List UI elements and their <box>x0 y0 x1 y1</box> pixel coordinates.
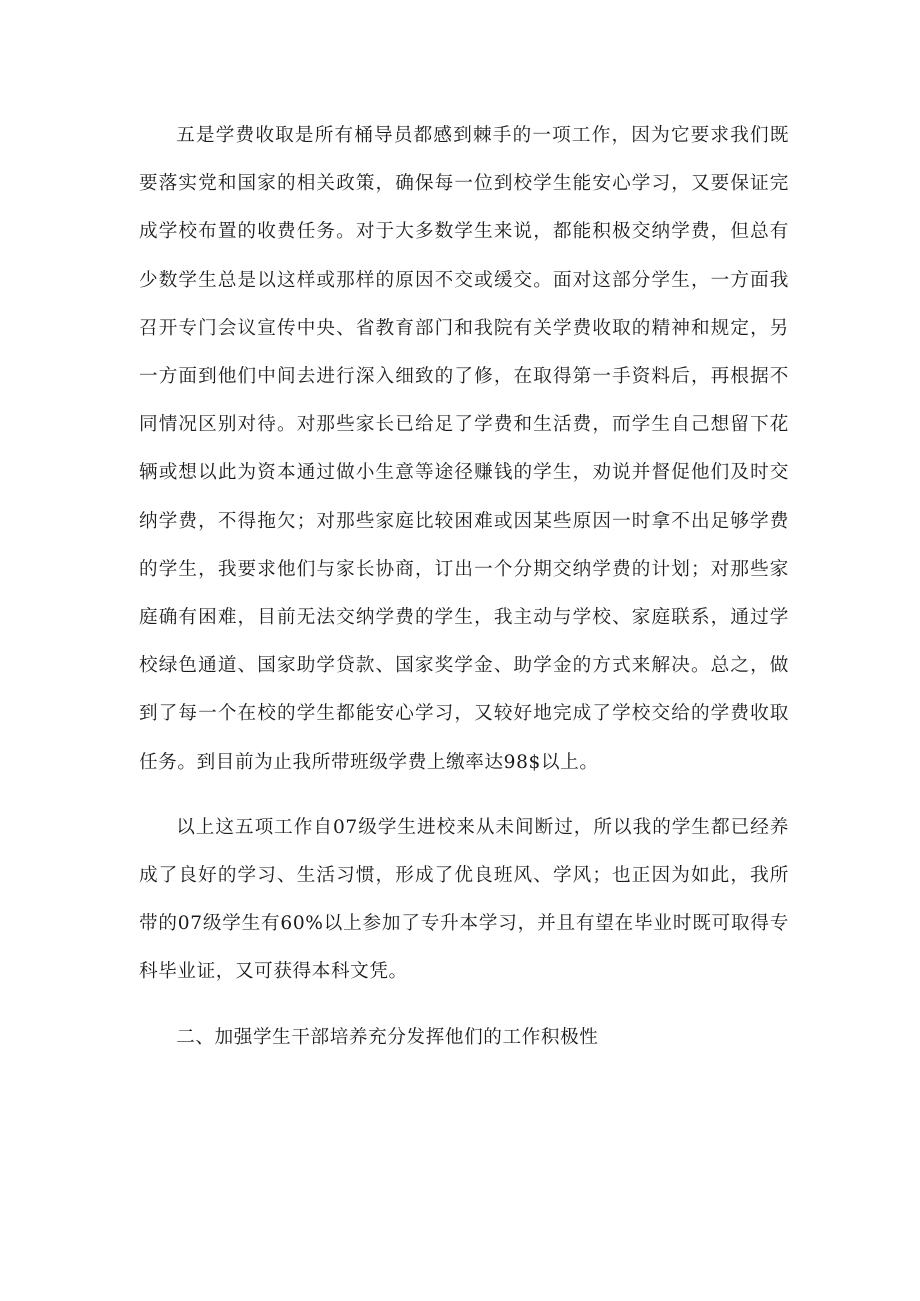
paragraph-tuition-collection: 五是学费收取是所有桶导员都感到棘手的一项工作，因为它要求我们既要落实党和国家的相关政策，确保每一位到校学生能安心学习，又要保证完成学校布置的收费任务。对于大多数学生来说，都能积极交纳学费，但总有少数学生总是以这样或那样的原因不交或缓交。面对这部分学生，一方面我召开专门会议宣传中央、省教育部门和我院有关学费收取的精神和规定，另一方面到他们中间去进行深入细致的了修，在取得第一手资料后，再根据不同情况区别对待。对那些家长已给足了学费和生活费，而学生自己想留下花辆或想以此为资本通过做小生意等途径赚钱的学生，劝说并督促他们及时交纳学费，不得拖欠；对那些家庭比较困难或因某些原因一时拿不出足够学费的学生，我要求他们与家长协商，订出一个分期交纳学费的计划；对那些家庭确有困难，目前无法交纳学费的学生，我主动与学校、家庭联系，通过学校绿色通道、国家助学贷款、国家奖学金、助学金的方式来解决。总之，做到了每一个在校的学生都能安心学习，又较好地完成了学校交给的学费收取任务。到目前为止我所带班级学费上缴率达98$以上。 <box>139 125 789 773</box>
paragraph-five-tasks-summary: 以上这五项工作自07级学生进校来从未间断过，所以我的学生都已经养成了良好的学习、生活习惯，形成了优良班风、学风；也正因为如此，我所带的07级学生有60%以上参加了专升本学习，并且有望在毕业时既可取得专科毕业证，又可获得本科文凭。 <box>139 816 789 983</box>
document-body <box>139 112 789 1062</box>
section-heading: 二、加强学生干部培养充分发挥他们的工作积极性 <box>176 1026 599 1048</box>
